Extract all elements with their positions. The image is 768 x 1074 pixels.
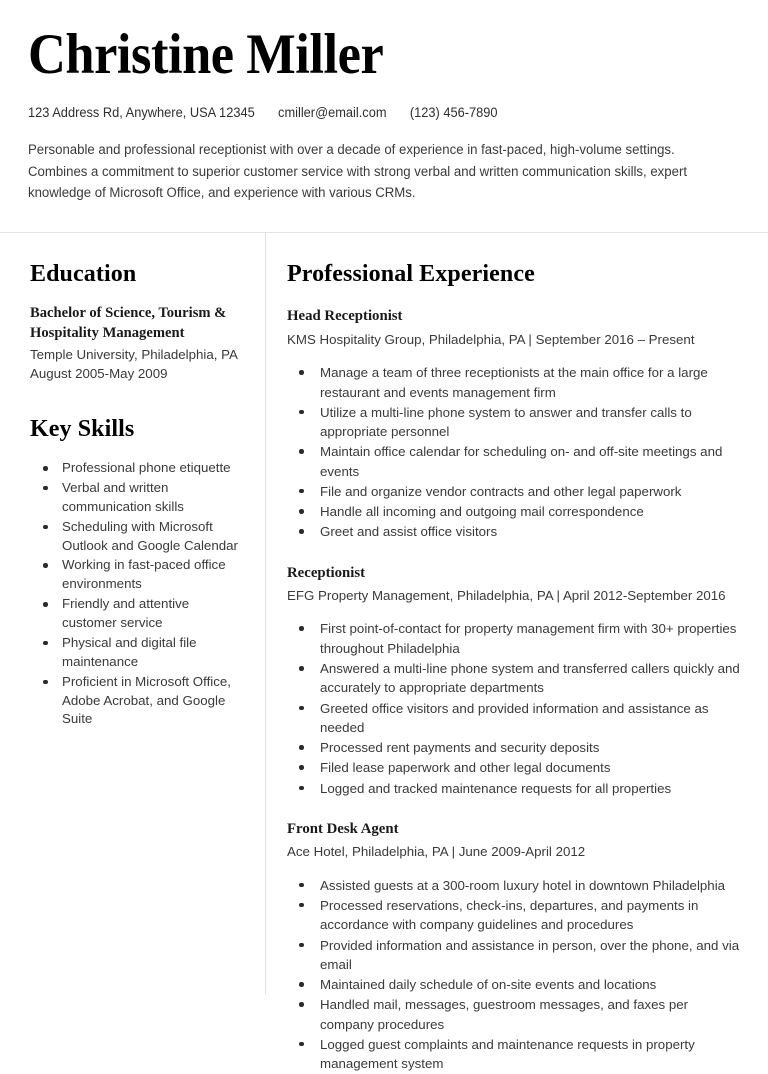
list-item: Working in fast-paced office environments [30, 556, 243, 594]
job-title: Head Receptionist [287, 308, 403, 325]
experience-entry-1 [287, 307, 742, 541]
list-item: Processed rent payments and security deposits [287, 738, 742, 757]
list-item: Scheduling with Microsoft Outlook and Google Calendar [30, 518, 243, 556]
left-column [0, 233, 265, 730]
education-section [30, 261, 243, 384]
professional-summary: Personable and professional receptionist with over a decade of experience in fast-paced, high-volume settings. Combines a commitment to superior customer service with strong verbal and written communication skills, expert knowledge of Microsoft Office, and experience with various CRMs. [28, 142, 688, 201]
resume-body [0, 233, 768, 1074]
experience-heading: Professional Experience [287, 261, 535, 287]
skills-list [30, 459, 243, 729]
experience-entry-2 [287, 564, 742, 798]
list-item: Utilize a multi-line phone system to answer and transfer calls to appropriate personnel [287, 403, 742, 442]
job-bullets [287, 619, 742, 797]
contact-line [28, 105, 704, 120]
list-item: Filed lease paperwork and other legal documents [287, 758, 742, 777]
contact-phone[interactable]: (123) 456-7890 [409, 105, 498, 120]
list-item: Provided information and assistance in person, over the phone, and via email [287, 936, 742, 975]
job-meta: Ace Hotel, Philadelphia, PA | June 2009-April 2012 [287, 844, 586, 860]
list-item: Greeted office visitors and provided information and assistance as needed [287, 699, 742, 738]
job-meta: EFG Property Management, Philadelphia, PA | April 2012-September 2016 [287, 587, 726, 603]
experience-entry-3 [287, 820, 742, 1074]
candidate-name: Christine Miller [28, 23, 384, 86]
list-item: Maintain office calendar for scheduling on- and off-site meetings and events [287, 442, 742, 481]
list-item: Greet and assist office visitors [287, 522, 742, 541]
list-item: Physical and digital file maintenance [30, 634, 243, 672]
skills-section [30, 416, 243, 730]
list-item: Proficient in Microsoft Office, Adobe Acrobat, and Google Suite [30, 673, 243, 730]
list-item: Answered a multi-line phone system and transferred callers quickly and accurately to appropriate departments [287, 659, 742, 698]
job-title: Receptionist [287, 564, 366, 581]
contact-email[interactable]: cmiller@email.com [278, 105, 387, 120]
skills-heading: Key Skills [30, 415, 135, 442]
list-item: Logged guest complaints and maintenance requests in property management system [287, 1035, 742, 1074]
list-item: Verbal and written communication skills [30, 479, 243, 517]
list-item: Logged and tracked maintenance requests for all properties [287, 779, 742, 798]
job-title: Front Desk Agent [287, 820, 399, 837]
contact-address: 123 Address Rd, Anywhere, USA 12345 [28, 105, 255, 120]
right-column [265, 233, 768, 1074]
list-item: Manage a team of three receptionists at the main office for a large restaurant and events management firm [287, 363, 742, 402]
job-bullets [287, 363, 742, 541]
resume-header [0, 0, 768, 204]
list-item: Processed reservations, check-ins, departures, and payments in accordance with company guidelines and procedures [287, 896, 742, 935]
education-heading: Education [30, 261, 137, 287]
list-item: Maintained daily schedule of on-site events and locations [287, 975, 742, 994]
education-degree: Bachelor of Science, Tourism & Hospitality Management [30, 305, 227, 341]
job-meta: KMS Hospitality Group, Philadelphia, PA | September 2016 – Present [287, 331, 695, 347]
list-item: Professional phone etiquette [30, 459, 243, 478]
list-item: First point-of-contact for property management firm with 30+ properties throughout Philadelphia [287, 619, 742, 658]
job-bullets [287, 876, 742, 1074]
education-school: Temple University, Philadelphia, PA [30, 346, 238, 362]
list-item: Assisted guests at a 300-room luxury hotel in downtown Philadelphia [287, 876, 742, 895]
list-item: Friendly and attentive customer service [30, 595, 243, 633]
list-item: Handled mail, messages, guestroom messages, and faxes per company procedures [287, 995, 742, 1034]
list-item: Handle all incoming and outgoing mail correspondence [287, 502, 742, 521]
list-item: File and organize vendor contracts and other legal paperwork [287, 482, 742, 501]
education-dates: August 2005-May 2009 [30, 365, 168, 381]
